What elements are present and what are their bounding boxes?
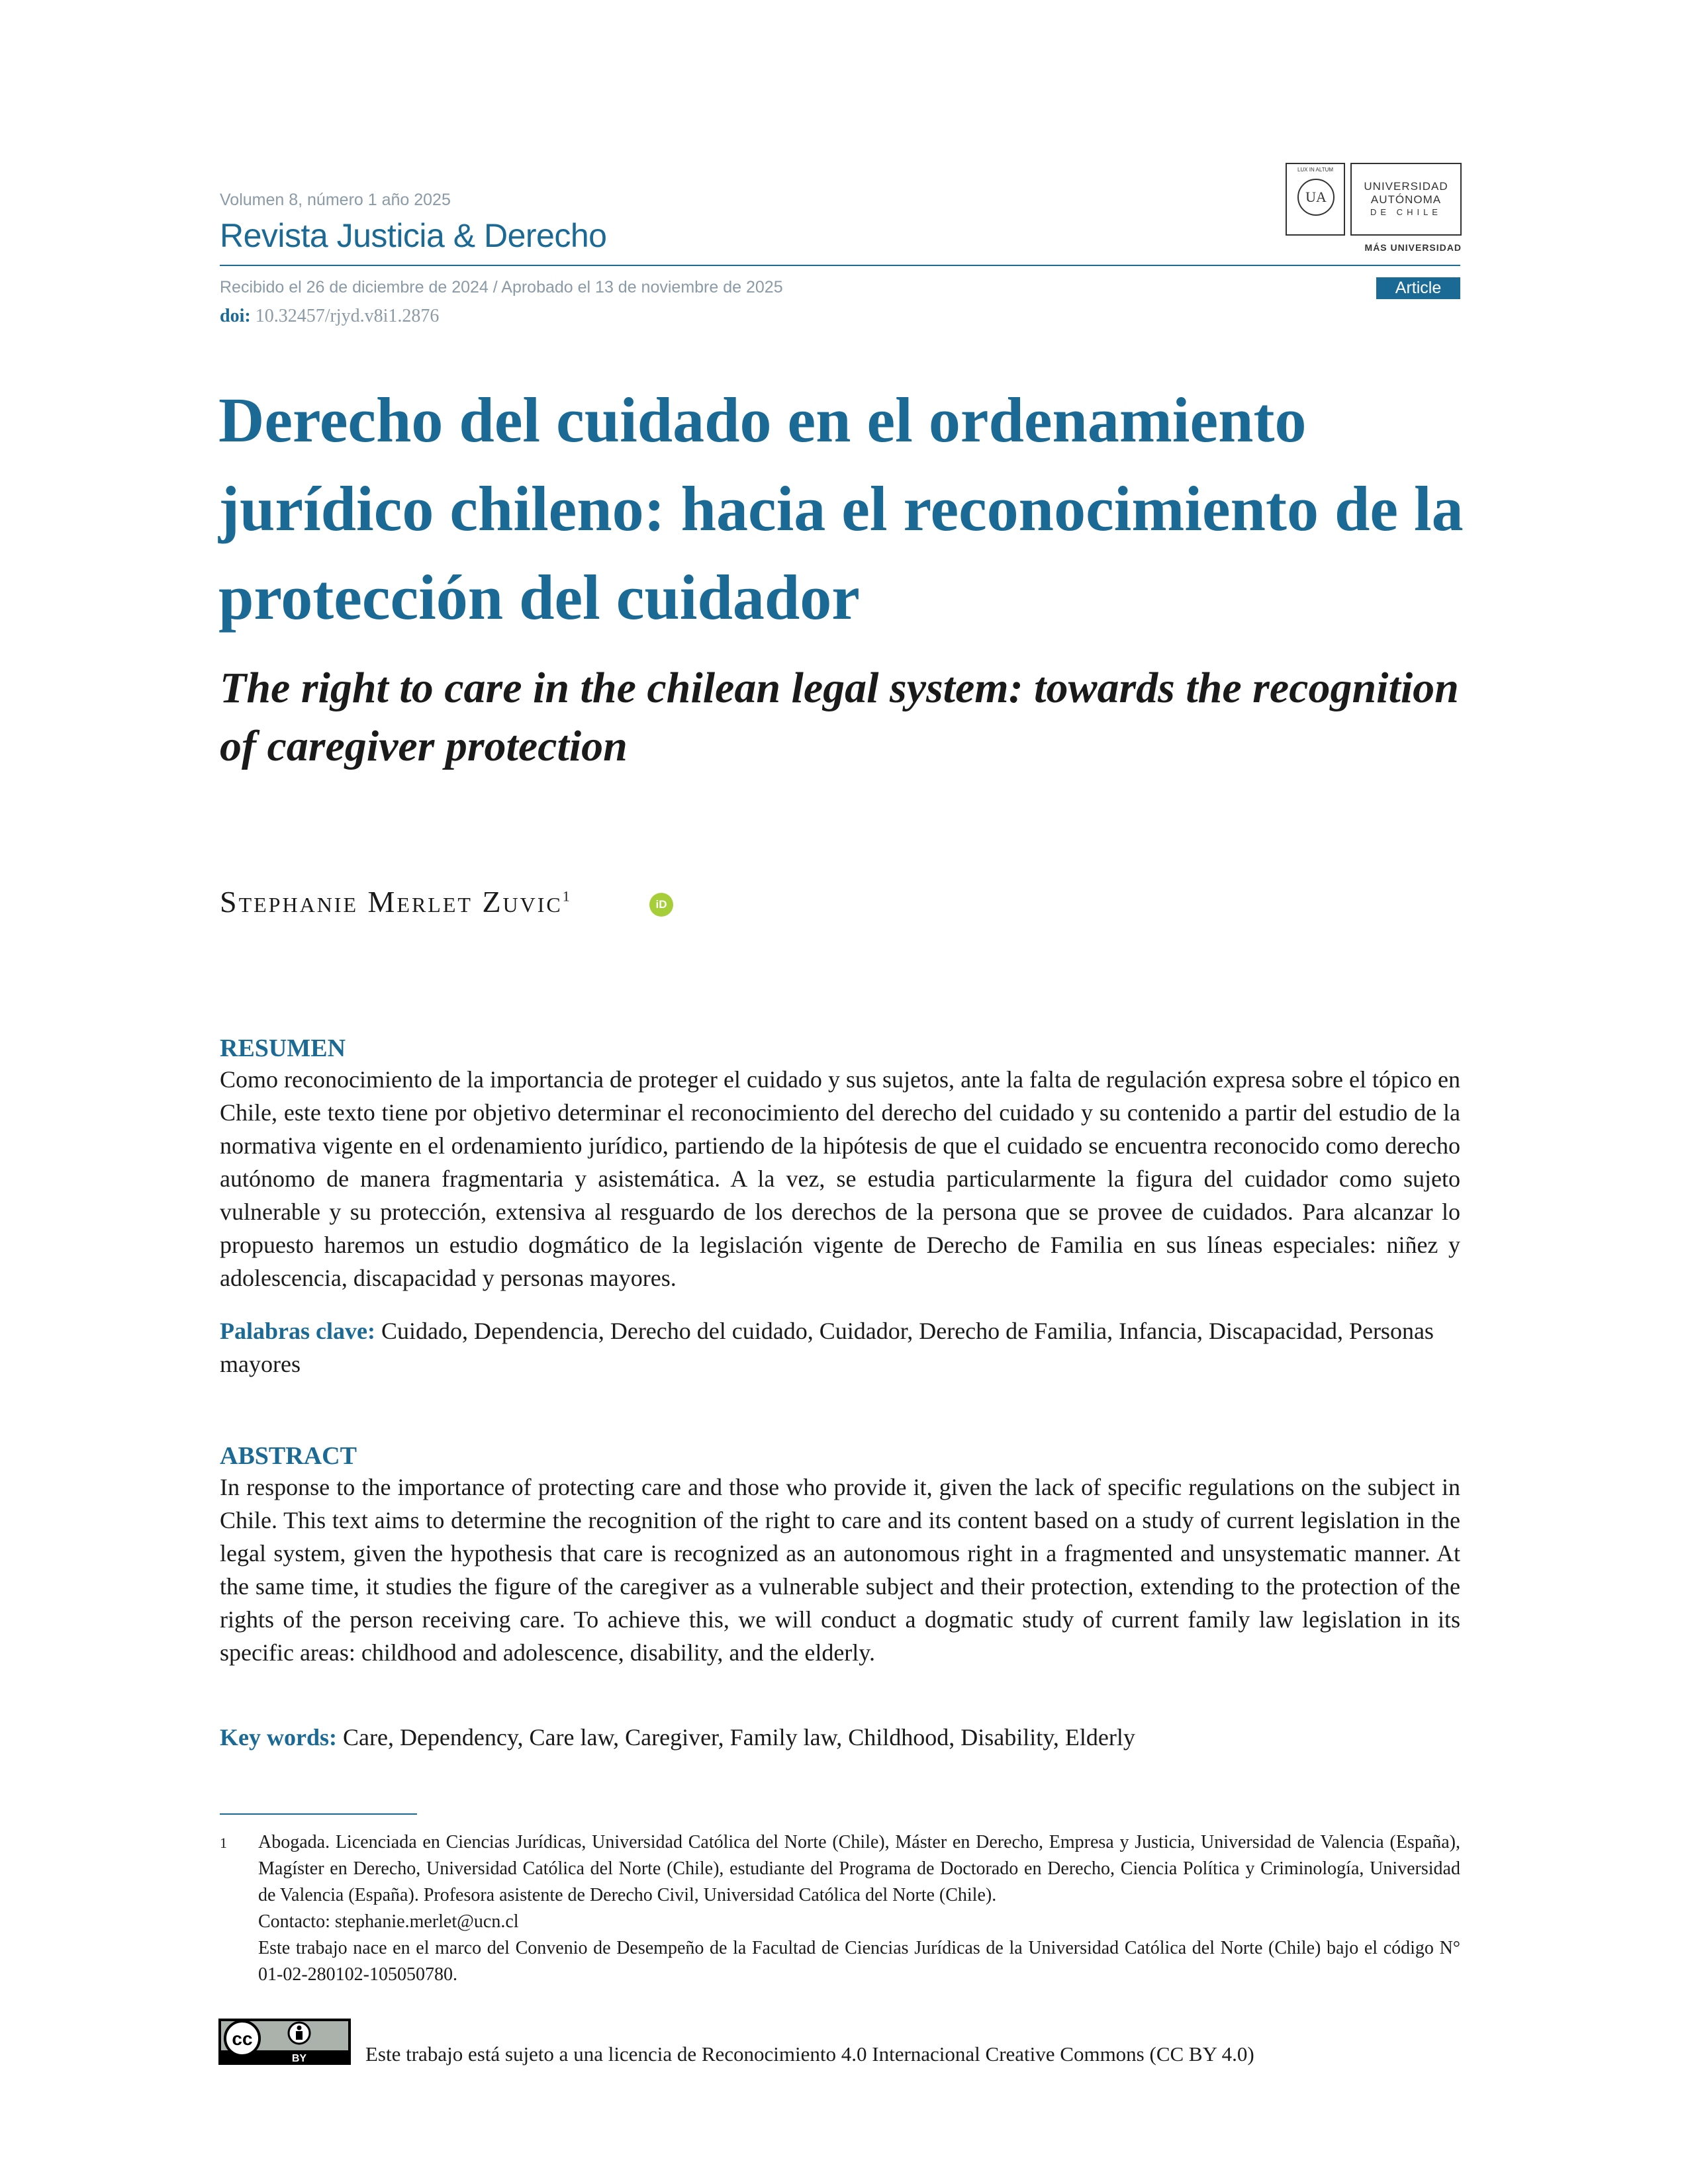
license-text: Este trabajo está sujeto a una licencia de Reconocimiento 4.0 Internacional Creative Commons (CC BY 4.0) — [365, 2042, 1254, 2066]
cc-label: cc — [232, 2028, 253, 2049]
logo-line-3: DE CHILE — [1370, 207, 1442, 217]
doi[interactable] — [220, 306, 439, 327]
author-name: Stephanie Merlet Zuvic — [220, 885, 563, 919]
header-rule — [220, 265, 1460, 266]
footnote-contact[interactable]: Contacto: stephanie.merlet@ucn.cl — [258, 1911, 519, 1932]
doi-label: doi: — [220, 306, 251, 326]
volume-info: Volumen 8, número 1 año 2025 — [220, 191, 451, 209]
resumen-text: Como reconocimiento de la importancia de proteger el cuidado y sus sujetos, ante la falta de regulación expresa sobre el tópico en Chile, este texto tiene por objetivo determinar el reconocimiento del derecho del cuidado y su contenido a partir del estudio de la normativa vigente en el ordenamiento jurídico, partiendo de la hipótesis de que el cuidado se encuentra reconocido como derecho autónomo de manera fragmentaria y asistemática. A la vez, se estudia particularmente la figura del cuidador como sujeto vulnerable y su protección, extensiva al resguardo de los derechos de la persona que se provee de cuidados. Para alcanzar lo propuesto haremos un estudio dogmático de la legislación vigente de Derecho de Familia en sus líneas especiales: niñez y adolescencia, discapacidad y personas mayores. — [220, 1066, 1460, 1291]
article-type-badge: Article — [1376, 277, 1460, 299]
by-label: BY — [291, 2053, 307, 2064]
footnote-funding: Este trabajo nace en el marco del Convenio de Desempeño de la Facultad de Ciencias Jurídicas de la Universidad Católica del Norte (Chile) bajo el código N° 01-02-280102-105050780. — [258, 1938, 1460, 1985]
doi-value[interactable]: 10.32457/rjyd.v8i1.2876 — [255, 306, 440, 326]
orcid-icon[interactable]: iD — [649, 893, 673, 917]
footnote-number: 1 — [220, 1835, 227, 1851]
logo-wordmark — [1350, 163, 1462, 236]
footnote-rule — [220, 1813, 417, 1815]
footnote-body — [258, 1829, 1460, 1988]
university-logo — [1286, 163, 1462, 257]
abstract-heading: ABSTRACT — [220, 1442, 357, 1470]
author-line — [220, 884, 570, 919]
abstract-keywords-label: Key words: — [220, 1724, 337, 1751]
footnote-affiliation: Abogada. Licenciada en Ciencias Jurídicas, Universidad Católica del Norte (Chile), Máster en Derecho, Empresa y Justicia, Universidad de Valencia (España), Magíster en Derecho, Universidad Católica del Norte (Chile), estudiante del Programa de Doctorado en Derecho, Ciencia Política y Criminología, Universidad de Valencia (España). Profesora asistente de Derecho Civil, Universidad Católica del Norte (Chile). — [258, 1832, 1460, 1905]
resumen-keywords-list: Cuidado, Dependencia, Derecho del cuidado, Cuidador, Derecho de Familia, Infancia, Discapacidad, Personas mayores — [220, 1318, 1434, 1377]
logo-line-1: UNIVERSIDAD — [1364, 180, 1448, 193]
abstract-keywords — [220, 1721, 1460, 1754]
resumen-keywords — [220, 1314, 1460, 1381]
resumen-heading: RESUMEN — [220, 1034, 346, 1062]
author-footnote-mark[interactable]: 1 — [562, 887, 570, 905]
seal-initials: UA — [1297, 179, 1335, 216]
abstract-keywords-list: Care, Dependency, Care law, Caregiver, Family law, Childhood, Disability, Elderly — [342, 1724, 1135, 1751]
resumen-keywords-label: Palabras clave: — [220, 1318, 375, 1344]
seal-motto: LUX IN ALTUM — [1297, 167, 1334, 173]
received-dates: Recibido el 26 de diciembre de 2024 / Aprobado el 13 de noviembre de 2025 — [220, 278, 783, 296]
logo-tagline: MÁS UNIVERSIDAD — [1364, 242, 1462, 253]
paper-title: Derecho del cuidado en el ordenamiento jurídico chileno: hacia el reconocimiento de la protección del cuidador — [218, 385, 1464, 633]
seal-icon — [1286, 163, 1345, 236]
paper-title-english: The right to care in the chilean legal system: towards the recognition of caregiver protection — [220, 664, 1459, 770]
cc-by-license-icon[interactable] — [218, 2019, 351, 2065]
journal-title: Revista Justicia & Derecho — [220, 217, 607, 254]
logo-line-2: AUTÓNOMA — [1370, 193, 1442, 206]
abstract-text: In response to the importance of protecting care and those who provide it, given the lack of specific regulations on the subject in Chile. This text aims to determine the recognition of the right to care and its content based on a study of current legislation in the legal system, given the hypothesis that care is recognized as an autonomous right in a fragmented and unsystematic manner. At the same time, it studies the figure of the caregiver as a vulnerable subject and their protection, extending to the protection of the rights of the person receiving care. To achieve this, we will conduct a dogmatic study of current family law legislation in its specific areas: childhood and adolescence, disability, and the elderly. — [220, 1474, 1460, 1666]
